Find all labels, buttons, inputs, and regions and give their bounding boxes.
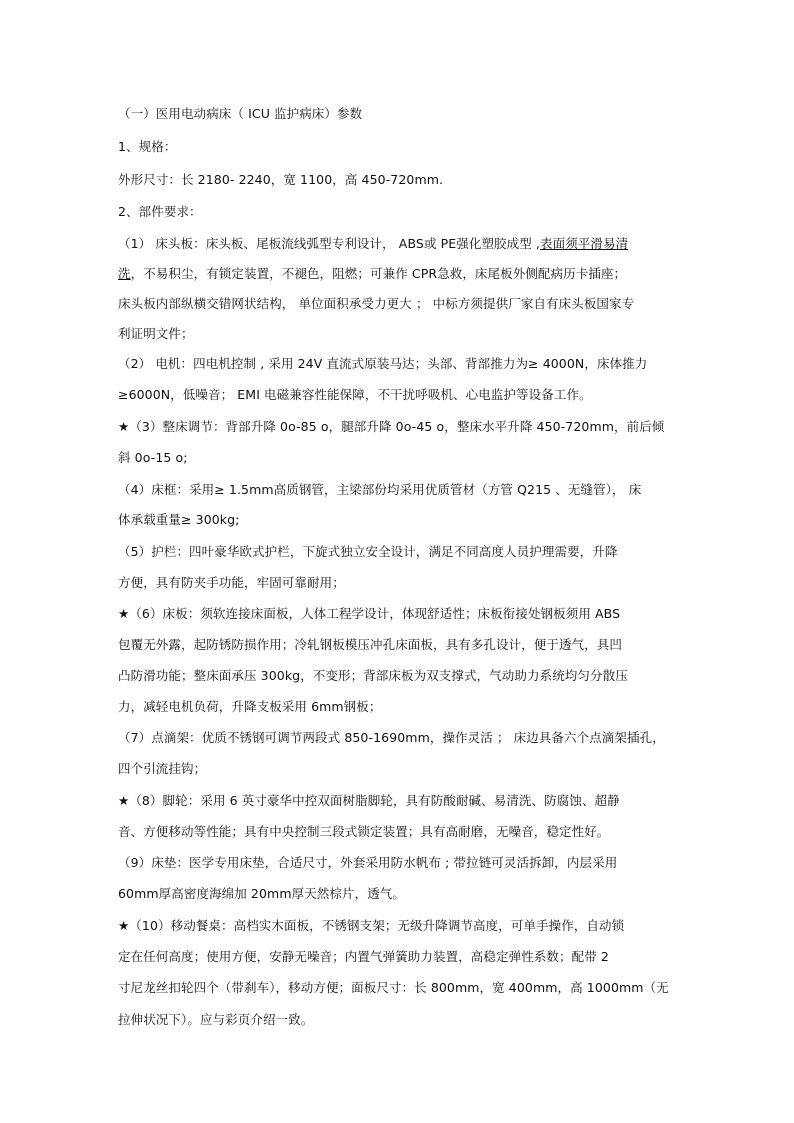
text-line: （9）床垫：医学专用床垫，合适尺寸，外套采用防水帆布 ; 带拉链可灵活拆卸，内层采用 [118, 855, 618, 870]
text-line: （2） 电机：四电机控制 , 采用 24V 直流式原装马达；头部、背部推力为≥ 4000N，床体推力 [118, 356, 648, 371]
underlined-text: 表面须平滑易清 [540, 236, 629, 251]
text-line: 音、方便移动等性能；具有中央控制三段式锁定装置；具有高耐磨，无噪音，稳定性好。 [118, 824, 610, 839]
text-line: 力，减轻电机负荷，升降支板采用 6mm钢板； [118, 699, 382, 714]
text-line: ★（8）脚轮：采用 6 英寸豪华中控双面树脂脚轮，具有防酸耐碱、易清洗、防腐蚀、超静 [118, 793, 620, 808]
text-line: 床头板内部纵横交错网状结构， 单位面积承受力更大 ； 中标方须提供厂家自有床头板国家专 [118, 296, 635, 311]
text-line: 寸尼龙丝扣轮四个（带刹车），移动方便；面板尺寸：长 800mm，宽 400mm，高 1000mm（无 [118, 980, 669, 995]
text-line: ≥6000N，低噪音； EMI 电磁兼容性能保障，不干扰呼吸机、心电监护等设备工作。 [118, 387, 592, 402]
text-line: 外形尺寸：长 2180- 2240，宽 1100，高 450-720mm. [118, 172, 444, 187]
text-line: ★（6）床板：须软连接床面板，人体工程学设计，体现舒适性；床板衔接处钢板须用 ABS [118, 606, 621, 621]
text-line: 2、部件要求： [118, 204, 202, 219]
text-line: （5）护栏：四叶豪华欧式护栏，下旋式独立安全设计，满足不同高度人员护理需要，升降 [118, 544, 618, 559]
text-line: 斜 0o-15 o; [118, 450, 188, 465]
text-line: 60mm厚高密度海绵加 20mm厚天然棕片，透气。 [118, 886, 405, 901]
text-line: ★（10）移动餐桌：高档实木面板，不锈钢支架；无级升降调节高度，可单手操作，自动锁 [118, 918, 625, 933]
text-line: 凸防滑功能；整床面承压 300kg，不变形；背部床板为双支撑式，气动助力系统均匀分散压 [118, 668, 628, 683]
text-line: ★（3）整床调节：背部升降 0o-85 o，腿部升降 0o-45 o，整床水平升降 450-720mm，前后倾 [118, 419, 665, 434]
text-line: （7）点滴架：优质不锈钢可调节两段式 850-1690mm，操作灵活 ； 床边具备六个点滴架插孔， [118, 730, 665, 745]
text-line: 利证明文件； [118, 326, 194, 341]
text-line: 定在任何高度；使用方便，安静无噪音；内置气弹簧助力装置，高稳定弹性系数；配带 2 [118, 949, 609, 964]
underlined-text: 洗 [118, 266, 131, 281]
text-line: 四个引流挂钩； [118, 761, 207, 776]
text-line: 拉伸状况下）。应与彩页介绍一致。 [118, 1012, 314, 1027]
text-span: （1） 床头板：床头板、尾板流线弧型专利设计， ABS或 PE强化塑胶成型 , [118, 236, 540, 251]
section-title: （一）医用电动病床（ ICU 监护病床）参数 [118, 106, 363, 121]
text-line: （4）床框：采用≥ 1.5mm高质钢管，主梁部份均采用优质管材（方管 Q215 、无缝管）， 床 [118, 482, 642, 497]
text-span: 洗，不易积尘，有锁定装置，不褪色，阻燃；可兼作 CPR急救，床尾板外侧配病历卡插座； [118, 266, 627, 281]
text-line: 1、规格： [118, 139, 177, 154]
text-line: 方便，具有防夹手功能，牢固可靠耐用； [118, 575, 345, 590]
text-line: 体承载重量≥ 300kg; [118, 512, 240, 527]
text-line [118, 266, 626, 282]
text-line: 包覆无外露，起防锈防损作用；冷轧钢板模压冲孔床面板，具有多孔设计，便于透气，具凹 [118, 637, 623, 652]
text-line [118, 236, 628, 252]
